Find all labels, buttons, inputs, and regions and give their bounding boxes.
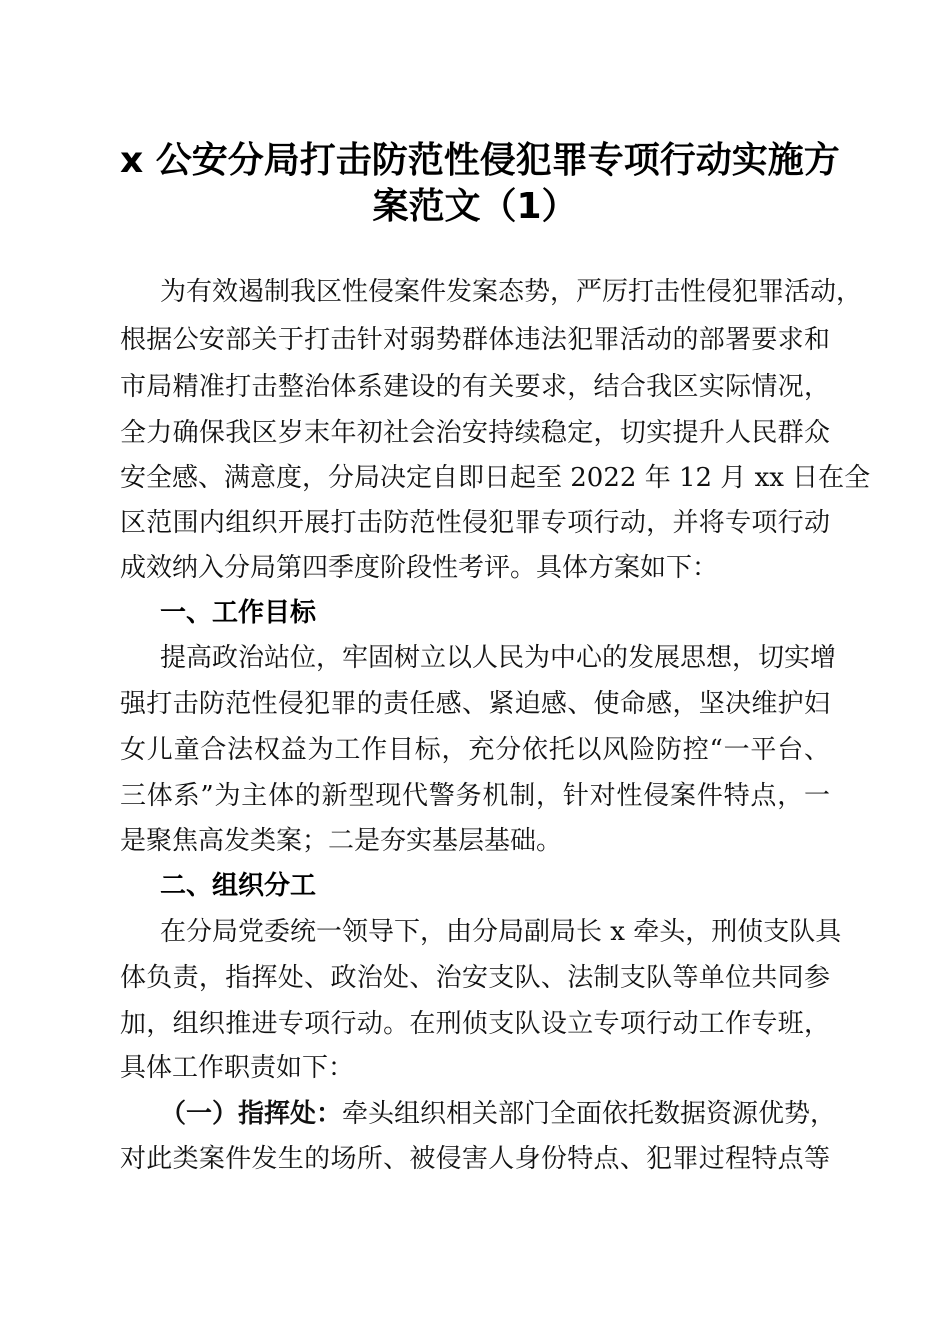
section1-line: 提高政治站位，牢固树立以人民为中心的发展思想，切实增 <box>160 643 837 673</box>
section1-line: 女儿童合法权益为工作目标，充分依托以风险防控“一平台、 <box>120 735 830 765</box>
item1-line <box>160 1092 837 1136</box>
item1-text: 牵头组织相关部门全面依托数据资源优势， <box>342 1099 837 1129</box>
intro-line: 根据公安部关于打击针对弱势群体违法犯罪活动的部署要求和 <box>120 325 830 355</box>
item1-line-2: 对此类案件发生的场所、被侵害人身份特点、犯罪过程特点等 <box>120 1144 830 1174</box>
intro-line: 成效纳入分局第四季度阶段性考评。具体方案如下： <box>120 553 719 583</box>
section-heading-division: 二、组织分工 <box>160 871 317 901</box>
section-heading-goals: 一、工作目标 <box>160 598 317 628</box>
intro-line: 全力确保我区岁末年初社会治安持续稳定，切实提升人民群众 <box>120 418 830 448</box>
section1-line: 三体系”为主体的新型现代警务机制，针对性侵案件特点，一 <box>120 781 830 811</box>
intro-line: 市局精准打击整治体系建设的有关要求，结合我区实际情况， <box>120 372 830 402</box>
item1-lead: （一）指挥处： <box>160 1099 343 1129</box>
section2-line: 加，组织推进专项行动。在刑侦支队设立专项行动工作专班， <box>120 1009 830 1039</box>
intro-line: 安全感、满意度，分局决定自即日起至 2022 年 12 月 xx 日在全 <box>120 463 871 493</box>
section2-line: 在分局党委统一领导下，由分局副局长 x 牵头，刑侦支队具 <box>160 917 842 947</box>
section1-line: 是聚焦高发类案；二是夯实基层基础。 <box>120 826 563 856</box>
document-title-line-2: 案范文（1） <box>372 186 578 227</box>
section1-line: 强打击防范性侵犯罪的责任感、紧迫感、使命感，坚决维护妇 <box>120 689 830 719</box>
intro-line: 为有效遏制我区性侵案件发案态势，严厉打击性侵犯罪活动， <box>160 277 863 307</box>
intro-line: 区范围内组织开展打击防范性侵犯罪专项行动，并将专项行动 <box>120 508 830 538</box>
document-title-line-1: x 公安分局打击防范性侵犯罪专项行动实施方 <box>120 140 840 181</box>
section2-line: 具体工作职责如下： <box>120 1053 355 1083</box>
section2-line: 体负责，指挥处、政治处、治安支队、法制支队等单位共同参 <box>120 963 830 993</box>
